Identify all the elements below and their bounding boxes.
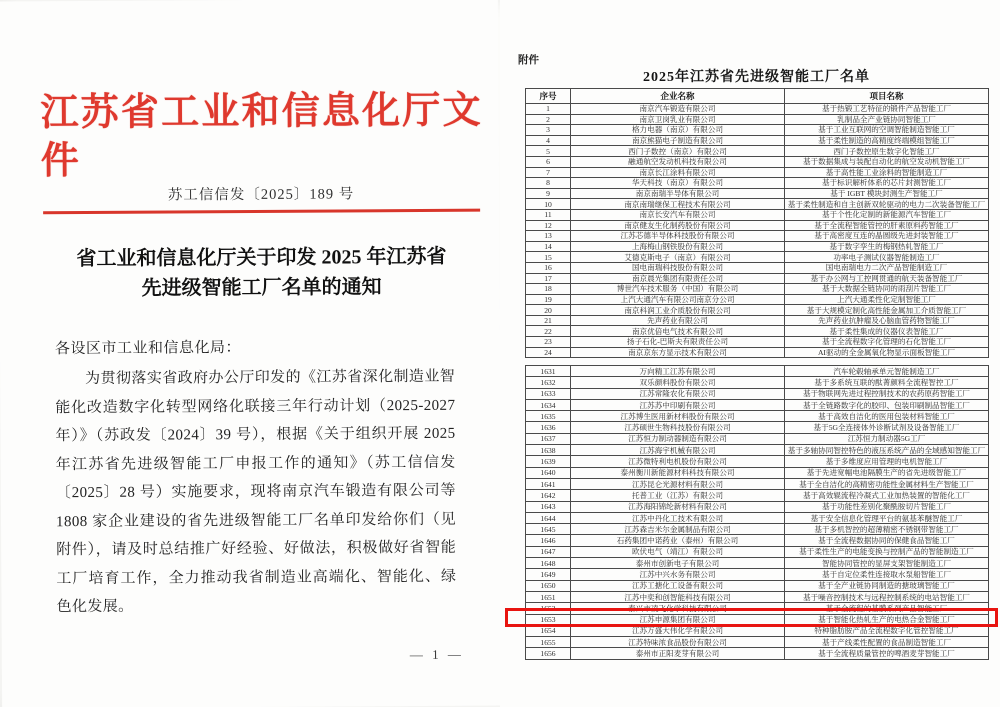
row-number: 1654 [526, 626, 571, 637]
table-row [526, 569, 989, 580]
table-row [526, 502, 989, 513]
project-name: 基于全产业链协同制造的搪玻璃智能工厂 [785, 581, 989, 592]
row-number: 1640 [526, 468, 571, 479]
row-number: 15 [526, 252, 571, 263]
row-number: 1647 [526, 547, 571, 558]
table-row [526, 626, 989, 637]
company-name: 南京科润工业介质股份有限公司 [571, 305, 785, 316]
company-name: 江苏工搪化工设备有限公司 [571, 581, 785, 592]
project-name: 基于自定位柔性连接取水泵船智能工厂 [785, 569, 989, 580]
company-name: 南京京东方显示技术有限公司 [571, 348, 785, 359]
table-row [526, 434, 989, 445]
project-name: 基于噪音控制技术与远程控制系统的电站智能工厂 [785, 592, 989, 603]
company-name: 江苏海宇机械有限公司 [571, 445, 785, 456]
project-name: 基于安全信息化管理平台的氨基苯醚智能工厂 [785, 513, 989, 524]
project-name: 基于全流程的基膜系列产品智能工厂 [785, 603, 989, 614]
table-row [526, 422, 989, 433]
row-number: 23 [526, 337, 571, 348]
row-number: 1636 [526, 422, 571, 433]
company-name: 南京长安汽车有限公司 [571, 210, 785, 221]
table-row [526, 157, 989, 168]
table-row [526, 603, 989, 614]
project-name: 基于功能性差别化聚酰胺切片智能工厂 [785, 502, 989, 513]
company-name: 江苏微特利电机股份有限公司 [571, 456, 785, 467]
company-name: 托普工业（江苏）有限公司 [571, 490, 785, 501]
table-row [526, 377, 989, 388]
company-name: 先声药业有限公司 [571, 316, 785, 327]
project-name: 上汽大通柔性化定制智能工厂 [785, 295, 989, 306]
table-row [526, 535, 989, 546]
table-row [526, 581, 989, 592]
project-name: 基于物联网先进过程控制技术的农药原药智能工厂 [785, 389, 989, 400]
row-number: 22 [526, 326, 571, 337]
document-header-title: 江苏省工业和信息化厅文件 [40, 89, 481, 183]
project-name: 基于标识解析体系的芯片封测智能工厂 [785, 178, 989, 189]
project-name: 基于智能化热轧生产的电热合金智能工厂 [785, 615, 989, 626]
row-number: 1632 [526, 377, 571, 388]
project-name: 国电南瑞电力二次产品智能制造工厂 [785, 263, 989, 274]
company-name: 博世汽车技术服务（中国）有限公司 [571, 284, 785, 295]
project-name: 基于多轴协同智控特色的液压系统产品的全域感知智能工厂 [785, 445, 989, 456]
table-row [526, 178, 989, 189]
row-number: 1652 [526, 603, 571, 614]
project-name: 汽车轮毂轴承单元智能制造工厂 [785, 366, 989, 377]
row-number: 11 [526, 210, 571, 221]
company-name: 上汽大通汽车有限公司南京分公司 [571, 295, 785, 306]
table-row [526, 168, 989, 179]
factory-table-section2 [525, 365, 989, 660]
row-number: 1645 [526, 524, 571, 535]
table-row [526, 274, 989, 285]
project-name: 江苏恒力制动器5G工厂 [785, 434, 989, 445]
factory-table-section1 [525, 88, 989, 358]
project-name: 基于高性能工业涂料的智能制造工厂 [785, 168, 989, 179]
table-row [526, 326, 989, 337]
row-number: 1655 [526, 637, 571, 648]
company-name: 江苏苏中印刷有限公司 [571, 400, 785, 411]
row-number: 9 [526, 189, 571, 200]
salutation: 各设区市工业和信息化局： [54, 340, 242, 358]
project-name: 基于先进宽幅电池隔膜生产的省先进级智能工厂 [785, 468, 989, 479]
table-row [526, 547, 989, 558]
row-number: 16 [526, 263, 571, 274]
row-number: 1646 [526, 535, 571, 546]
row-number: 1633 [526, 389, 571, 400]
table-row [526, 284, 989, 295]
company-name: 江苏申源集团有限公司 [571, 615, 785, 626]
table-row [526, 136, 989, 147]
project-name: 基于数字孪生的梅钢热轧智能工厂 [785, 242, 989, 253]
col-header-number: 序号 [526, 89, 571, 104]
row-number: 24 [526, 348, 571, 359]
project-name: 乳制品全产业链协同智能工厂 [785, 115, 989, 126]
project-name: 基于全自洁化的高精密功能性金属材料生产智能工厂 [785, 479, 989, 490]
project-name: 基于热锻工艺特征的锻件产品智能工厂 [785, 104, 989, 115]
company-name: 南京健友生化制药股份有限公司 [571, 221, 785, 232]
row-number: 1643 [526, 502, 571, 513]
project-name: 基于高密度互连的晶圆级先进封装智能工厂 [785, 231, 989, 242]
company-name: 泰兴市凌飞化学科技有限公司 [571, 603, 785, 614]
company-name: 国电南瑞科技股份有限公司 [571, 263, 785, 274]
row-number: 19 [526, 295, 571, 306]
company-name: 格力电器（南京）有限公司 [571, 125, 785, 136]
project-name: 基于高效辊流程冷凝式工业加热装置的智能化工厂 [785, 490, 989, 501]
table-row [526, 348, 989, 359]
table-row [526, 479, 989, 490]
row-number: 4 [526, 136, 571, 147]
table-row [526, 637, 989, 648]
company-name: 南京熊猫电子制造有限公司 [571, 136, 785, 147]
company-name: 泰州衡川新能源材料科技有限公司 [571, 468, 785, 479]
company-name: 上海梅山钢铁股份有限公司 [571, 242, 785, 253]
company-name: 江苏硕世生物科技股份有限公司 [571, 422, 785, 433]
col-header-company: 企业名称 [571, 89, 785, 104]
company-name: 江苏昆仑光源材料有限公司 [571, 479, 785, 490]
company-name: 南京汽车锻造有限公司 [571, 104, 785, 115]
row-number: 1635 [526, 411, 571, 422]
row-number: 6 [526, 157, 571, 168]
company-name: 扬子石化-巴斯夫有限责任公司 [571, 337, 785, 348]
project-name: 特种脂肪胺产品全流程数字化管控智能工厂 [785, 626, 989, 637]
table-row [526, 199, 989, 210]
table-row [526, 252, 989, 263]
table-row [526, 210, 989, 221]
row-number: 1637 [526, 434, 571, 445]
company-name: 华天科技（南京）有限公司 [571, 178, 785, 189]
project-name: AI驱动的全金属氧化物显示面板智能工厂 [785, 348, 989, 359]
table-row [526, 558, 989, 569]
project-name: 基于产线柔性配置的食品制造智能工厂 [785, 637, 989, 648]
row-number: 10 [526, 199, 571, 210]
project-name: 基于全链路数字化的胶印、包装印刷制品智能工厂 [785, 400, 989, 411]
company-name: 南京晨光集团有限责任公司 [571, 274, 785, 285]
table-row [526, 366, 989, 377]
row-number: 1 [526, 104, 571, 115]
table-row [526, 411, 989, 422]
project-name: 基于柔性制造的高精度终端模组智能工厂 [785, 136, 989, 147]
company-name: 南京优倍电气技术有限公司 [571, 326, 785, 337]
row-number: 3 [526, 125, 571, 136]
company-name: 江苏海阳锦纶新材料有限公司 [571, 502, 785, 513]
project-name: 基于5G全连接体外诊断试剂及设备智能工厂 [785, 422, 989, 433]
company-name: 江苏森吉米尔金属制品有限公司 [571, 524, 785, 535]
table-row [526, 456, 989, 467]
project-name: 功率电子测试仪器智能制造工厂 [785, 252, 989, 263]
row-number: 1650 [526, 581, 571, 592]
company-name: 欧伏电气（靖江）有限公司 [571, 547, 785, 558]
document-number: 苏工信信发〔2025〕189 号 [167, 186, 355, 204]
row-number: 5 [526, 146, 571, 157]
table-row [526, 146, 989, 157]
row-number: 1642 [526, 490, 571, 501]
row-number: 21 [526, 316, 571, 327]
table-row [526, 592, 989, 603]
row-number: 1653 [526, 615, 571, 626]
attachment-label: 附件 [518, 55, 539, 66]
company-name: 江苏万盛大伟化学有限公司 [571, 626, 785, 637]
project-name: 基于全流程数字化管理的石化智能工厂 [785, 337, 989, 348]
project-name: 基于数据集成与装配自动化的航空发动机智能工厂 [785, 157, 989, 168]
project-name: 基于全流程质量管控的啤酒麦芽智能工厂 [785, 648, 989, 659]
project-name: 基于办公网与工控网贯通的航天装备智能工厂 [785, 274, 989, 285]
company-name: 南京南瑞半导体有限公司 [571, 189, 785, 200]
row-number: 14 [526, 242, 571, 253]
table-row [526, 524, 989, 535]
company-name: 南京南瑞继保工程技术有限公司 [571, 199, 785, 210]
table-row [526, 115, 989, 126]
company-name: 南京长江涂料有限公司 [571, 168, 785, 179]
company-name: 泰州市创新电子有限公司 [571, 558, 785, 569]
table-row [526, 513, 989, 524]
project-name: 基于个性化定制的新能源汽车智能工厂 [785, 210, 989, 221]
project-name: 基于全流程数据协同的保健食品智能工厂 [785, 535, 989, 546]
notice-title [41, 242, 481, 305]
company-name: 江苏中奕和创智能科技有限公司 [571, 592, 785, 603]
red-divider-rule [43, 209, 480, 215]
project-name: 基于柔性生产的电能变换与控制产品的智能制造工厂 [785, 547, 989, 558]
project-name: 智能协同管控的显屏支架智能制造工厂 [785, 558, 989, 569]
row-number: 18 [526, 284, 571, 295]
row-number: 17 [526, 274, 571, 285]
table-header-row [526, 89, 989, 104]
company-name: 西门子数控（南京）有限公司 [571, 146, 785, 157]
company-name: 江苏中兴水务有限公司 [571, 569, 785, 580]
project-name: 基于大规模定制化高性能金属加工介质智能工厂 [785, 305, 989, 316]
table-title: 2025年江苏省先进级智能工厂名单 [643, 70, 870, 85]
project-name: 基于多维度应用管理的电机智能工厂 [785, 456, 989, 467]
notice-title-line2: 先进级智能工厂名单的通知 [141, 276, 382, 300]
row-number: 8 [526, 178, 571, 189]
company-name: 双乐颜料股份有限公司 [571, 377, 785, 388]
company-name: 江苏博生医用新材料股份有限公司 [571, 411, 785, 422]
project-name: 基于全流程智能管控的肝素原料药智能工厂 [785, 221, 989, 232]
row-number: 1634 [526, 400, 571, 411]
table-row [526, 125, 989, 136]
project-name: 基于 IGBT 模块封测生产智能工厂 [785, 189, 989, 200]
table-row [526, 305, 989, 316]
table-row [526, 337, 989, 348]
company-name: 南京卫岗乳业有限公司 [571, 115, 785, 126]
row-number: 12 [526, 221, 571, 232]
row-number: 1648 [526, 558, 571, 569]
company-name: 江苏中丹化工技术有限公司 [571, 513, 785, 524]
project-name: 先声药业抗肿瘤及心脑血管药物智能工厂 [785, 316, 989, 327]
row-number: 1631 [526, 366, 571, 377]
row-number: 1638 [526, 445, 571, 456]
table-row [526, 389, 989, 400]
table-row [526, 221, 989, 232]
table-row [526, 400, 989, 411]
row-number: 1639 [526, 456, 571, 467]
project-name: 基于工业互联网的空调智能制造智能工厂 [785, 125, 989, 136]
table-row [526, 104, 989, 115]
table-row [526, 615, 989, 626]
page-number: — 1 — [409, 646, 464, 663]
table-row [526, 468, 989, 479]
col-header-project: 项目名称 [785, 89, 989, 104]
row-number: 1651 [526, 592, 571, 603]
table-row [526, 231, 989, 242]
project-name: 基于柔性制造和自主创新双轮驱动的电力二次装备智能工厂 [785, 199, 989, 210]
row-number: 2 [526, 115, 571, 126]
notice-body: 为贯彻落实省政府办公厅印发的《江苏省深化制造业智能化改造数字化转型网络化联接三年行动计划（2025-2027 年）》（苏政发〔2024〕39 号），根据《关于组织开展 2025 年江苏省先进级智能工厂申报工作的通知》（苏工信信发〔2025〕28 号）实施要求，现将南京汽车锻造有限公司等 1808 家企业建设的省先进级智能工厂名单印发给你们（见附件），请及时总结推广好经验、好做法，积极做好省智能工厂培育工作，全力推动我省制造业高端化、智能化、绿色化发展。 [55, 368, 457, 616]
table-row [526, 263, 989, 274]
notice-title-line1: 省工业和信息化厅关于印发 2025 年江苏省 [76, 245, 447, 271]
row-number: 13 [526, 231, 571, 242]
company-name: 江苏常隆农化有限公司 [571, 389, 785, 400]
row-number: 1641 [526, 479, 571, 490]
project-name: 基于高效自洁化的医用包装材料智能工厂 [785, 411, 989, 422]
table-row [526, 490, 989, 501]
table-row [526, 242, 989, 253]
company-name: 江苏芯德半导体科技股份有限公司 [571, 231, 785, 242]
row-number: 1649 [526, 569, 571, 580]
company-name: 万向精工江苏有限公司 [571, 366, 785, 377]
project-name: 基于大数据全链协同的雨刮片智能工厂 [785, 284, 989, 295]
row-number: 1656 [526, 648, 571, 659]
project-name: 基于柔性集成的仪器仪表智能工厂 [785, 326, 989, 337]
table-row [526, 648, 989, 659]
company-name: 艾德克斯电子（南京）有限公司 [571, 252, 785, 263]
company-name: 江苏恒力制动器制造有限公司 [571, 434, 785, 445]
company-name: 江苏特味浓食品股份有限公司 [571, 637, 785, 648]
table-row [526, 445, 989, 456]
attachment-page [500, 0, 1000, 707]
row-number: 7 [526, 168, 571, 179]
table-row [526, 316, 989, 327]
company-name: 泰州市正阳麦芽有限公司 [571, 648, 785, 659]
table-row [526, 189, 989, 200]
project-name: 基于多系统互联的酞菁颜料全流程智控工厂 [785, 377, 989, 388]
project-name: 基于多机智控的超薄精密不锈钢带智能工厂 [785, 524, 989, 535]
company-name: 融通航空发动机科技有限公司 [571, 157, 785, 168]
project-name: 西门子数控原生数字化智能工厂 [785, 146, 989, 157]
company-name: 石药集团中诺药业（泰州）有限公司 [571, 535, 785, 546]
table-row [526, 295, 989, 306]
row-number: 1644 [526, 513, 571, 524]
row-number: 20 [526, 305, 571, 316]
